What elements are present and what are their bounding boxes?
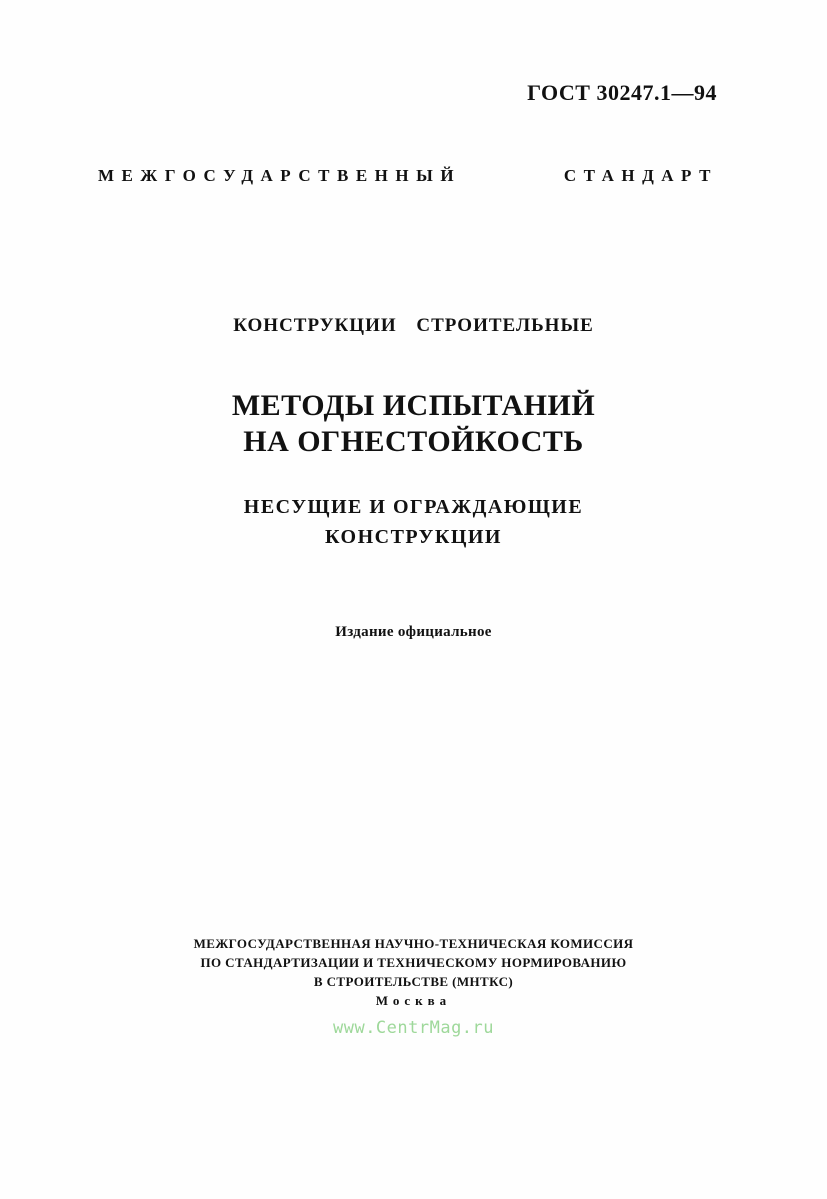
main-title-line-1: МЕТОДЫ ИСПЫТАНИЙ <box>231 389 596 422</box>
publisher-block <box>0 934 827 1010</box>
category-heading: КОНСТРУКЦИИ СТРОИТЕЛЬНЫЕ <box>233 315 594 336</box>
publisher-city: Москва <box>375 993 452 1008</box>
edition-label: Издание официальное <box>335 624 492 640</box>
standard-type-word-2: СТАНДАРТ <box>563 166 718 185</box>
publisher-line-2: ПО СТАНДАРТИЗАЦИИ И ТЕХНИЧЕСКОМУ НОРМИРОВАНИЮ <box>200 955 627 970</box>
standard-type-word-1: МЕЖГОСУДАРСТВЕННЫЙ <box>98 166 462 185</box>
subtitle-line-1: НЕСУЩИЕ И ОГРАЖДАЮЩИЕ <box>243 496 584 518</box>
standard-type-heading <box>98 166 718 186</box>
publisher-line-3: В СТРОИТЕЛЬСТВЕ (МНТКС) <box>313 974 514 989</box>
main-title-line-2: НА ОГНЕСТОЙКОСТЬ <box>243 425 584 458</box>
subtitle <box>0 492 827 552</box>
main-title <box>0 388 827 460</box>
watermark-link[interactable]: www.CentrMag.ru <box>332 1018 495 1038</box>
publisher-line-1: МЕЖГОСУДАРСТВЕННАЯ НАУЧНО-ТЕХНИЧЕСКАЯ КОМИССИЯ <box>193 936 634 951</box>
subtitle-line-2: КОНСТРУКЦИИ <box>325 526 502 548</box>
gost-number: ГОСТ 30247.1—94 <box>527 80 717 105</box>
